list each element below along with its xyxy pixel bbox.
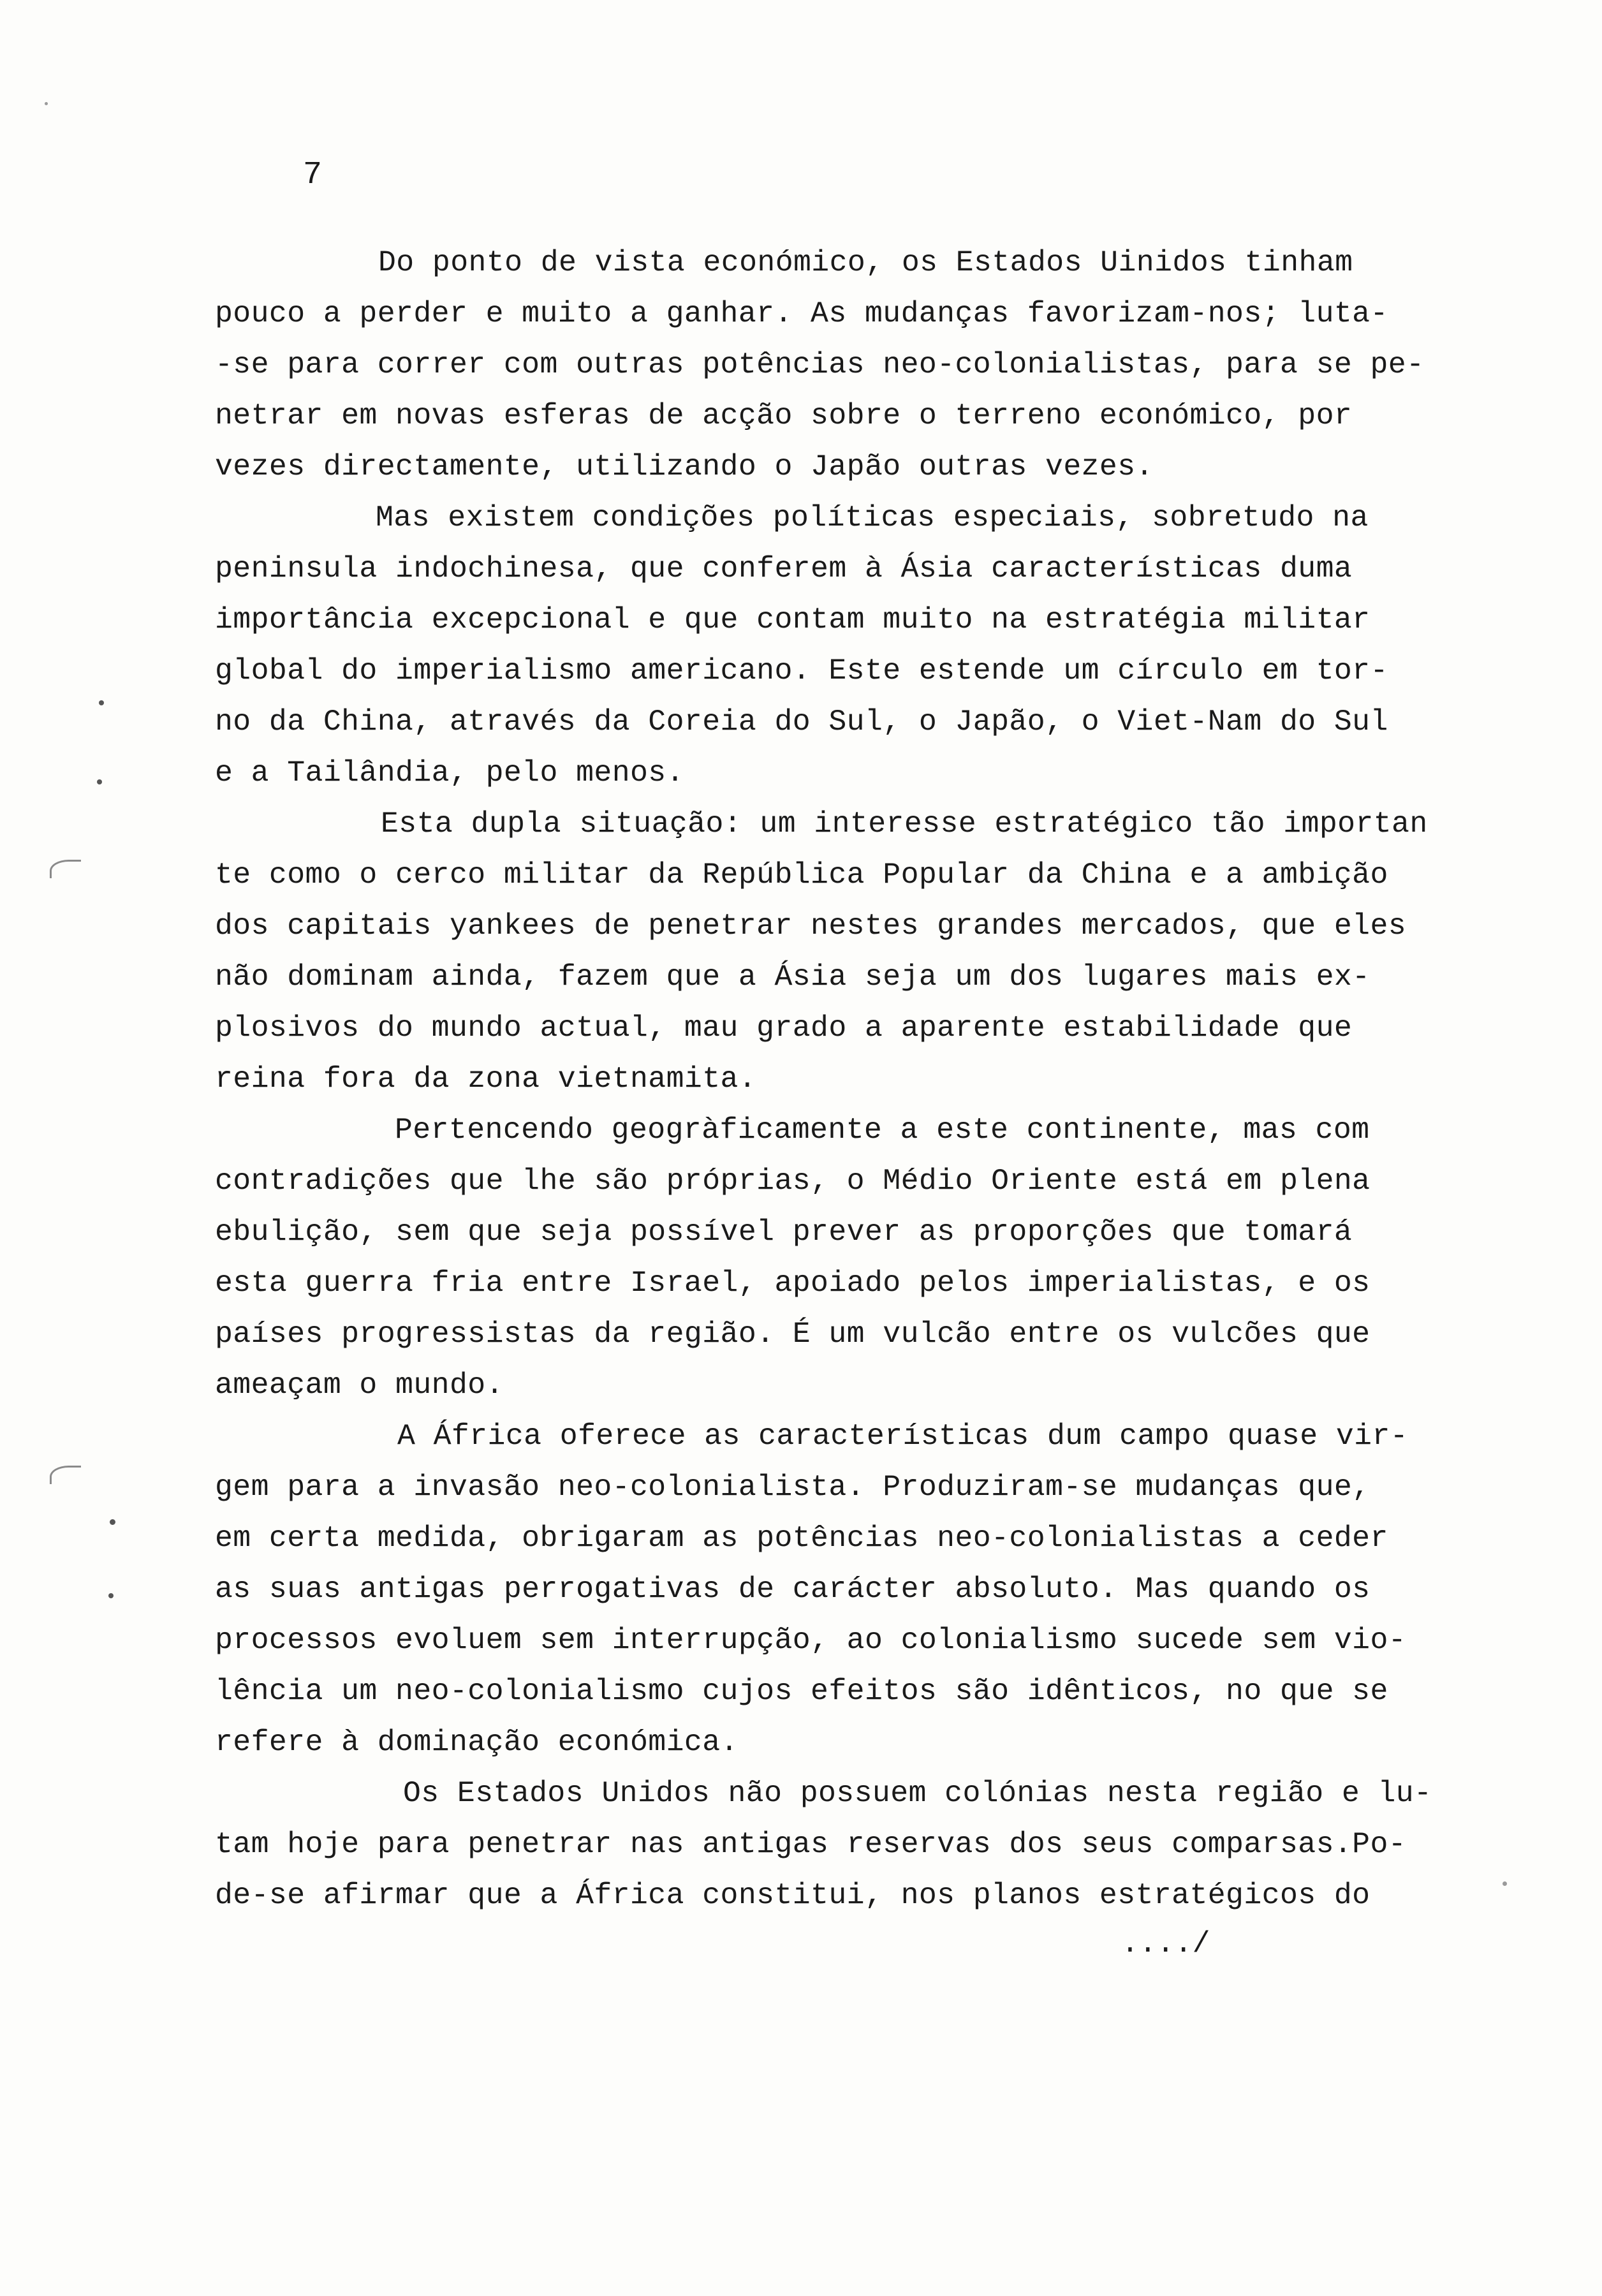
text-line: te como o cerco militar da República Popular da China e a ambição (215, 858, 1388, 892)
text-line: netrar em novas esferas de acção sobre o terreno económico, por (215, 399, 1353, 432)
scan-speck (1503, 1881, 1507, 1886)
page-number: 7 (303, 157, 323, 193)
text-line: em certa medida, obrigaram as potências neo-colonialistas a ceder (215, 1521, 1388, 1555)
text-line: peninsula indochinesa, que conferem à Ásia características duma (215, 552, 1353, 585)
text-line: importância excepcional e que contam muito na estratégia militar (215, 603, 1371, 637)
text-line: não dominam ainda, fazem que a Ásia seja um dos lugares mais ex- (215, 960, 1371, 994)
text-line: as suas antigas perrogativas de carácter absoluto. Mas quando os (215, 1572, 1371, 1606)
text-line: contradições que lhe são próprias, o Médio Oriente está em plena (215, 1164, 1371, 1198)
text-line: gem para a invasão neo-colonialista. Produziram-se mudanças que, (215, 1470, 1371, 1504)
text-line: A África oferece as características dum campo quase vir- (397, 1419, 1409, 1453)
continuation-mark: ..../ (1121, 1927, 1210, 1961)
text-line: lência um neo-colonialismo cujos efeitos são idênticos, no que se (215, 1674, 1388, 1708)
text-line: tam hoje para penetrar nas antigas reservas dos seus comparsas.Po- (215, 1827, 1407, 1861)
text-line: vezes directamente, utilizando o Japão outras vezes. (215, 450, 1154, 483)
text-line: reina fora da zona vietnamita. (215, 1062, 757, 1096)
text-line: e a Tailândia, pelo menos. (215, 756, 684, 790)
body-text (215, 237, 1465, 1921)
margin-dot (110, 1519, 115, 1525)
text-line: Pertencendo geogràficamente a este continente, mas com (395, 1113, 1370, 1147)
text-line: Os Estados Unidos não possuem colónias nesta região e lu- (403, 1776, 1432, 1810)
text-line: processos evoluem sem interrupção, ao colonialismo sucede sem vio- (215, 1623, 1407, 1657)
scan-speck (45, 102, 48, 105)
margin-dot (99, 700, 104, 705)
margin-dot (97, 779, 102, 784)
text-line: Do ponto de vista económico, os Estados Uinidos tinham (378, 246, 1353, 279)
margin-dot (108, 1593, 114, 1598)
text-line: refere à dominação económica. (215, 1725, 739, 1759)
text-line: ameaçam o mundo. (215, 1368, 504, 1402)
text-line: países progressistas da região. É um vulcão entre os vulcões que (215, 1317, 1371, 1351)
text-line: plosivos do mundo actual, mau grado a aparente estabilidade que (215, 1011, 1353, 1045)
text-line: Esta dupla situação: um interesse estratégico tão importan (381, 807, 1428, 841)
margin-curl (50, 1466, 81, 1484)
text-line: -se para correr com outras potências neo-colonialistas, para se pe- (215, 348, 1425, 381)
margin-curl (50, 860, 81, 878)
text-line: esta guerra fria entre Israel, apoiado pelos imperialistas, e os (215, 1266, 1371, 1300)
text-line: ebulição, sem que seja possível prever as proporções que tomará (215, 1215, 1353, 1249)
text-line: dos capitais yankees de penetrar nestes grandes mercados, que eles (215, 909, 1407, 943)
text-line: de-se afirmar que a África constitui, nos planos estratégicos do (215, 1878, 1371, 1912)
text-line: no da China, através da Coreia do Sul, o Japão, o Viet-Nam do Sul (215, 705, 1388, 739)
text-line: pouco a perder e muito a ganhar. As mudanças favorizam-nos; luta- (215, 297, 1388, 330)
text-line: global do imperialismo americano. Este estende um círculo em tor- (215, 654, 1388, 688)
text-line: Mas existem condições políticas especiais, sobretudo na (376, 501, 1369, 534)
